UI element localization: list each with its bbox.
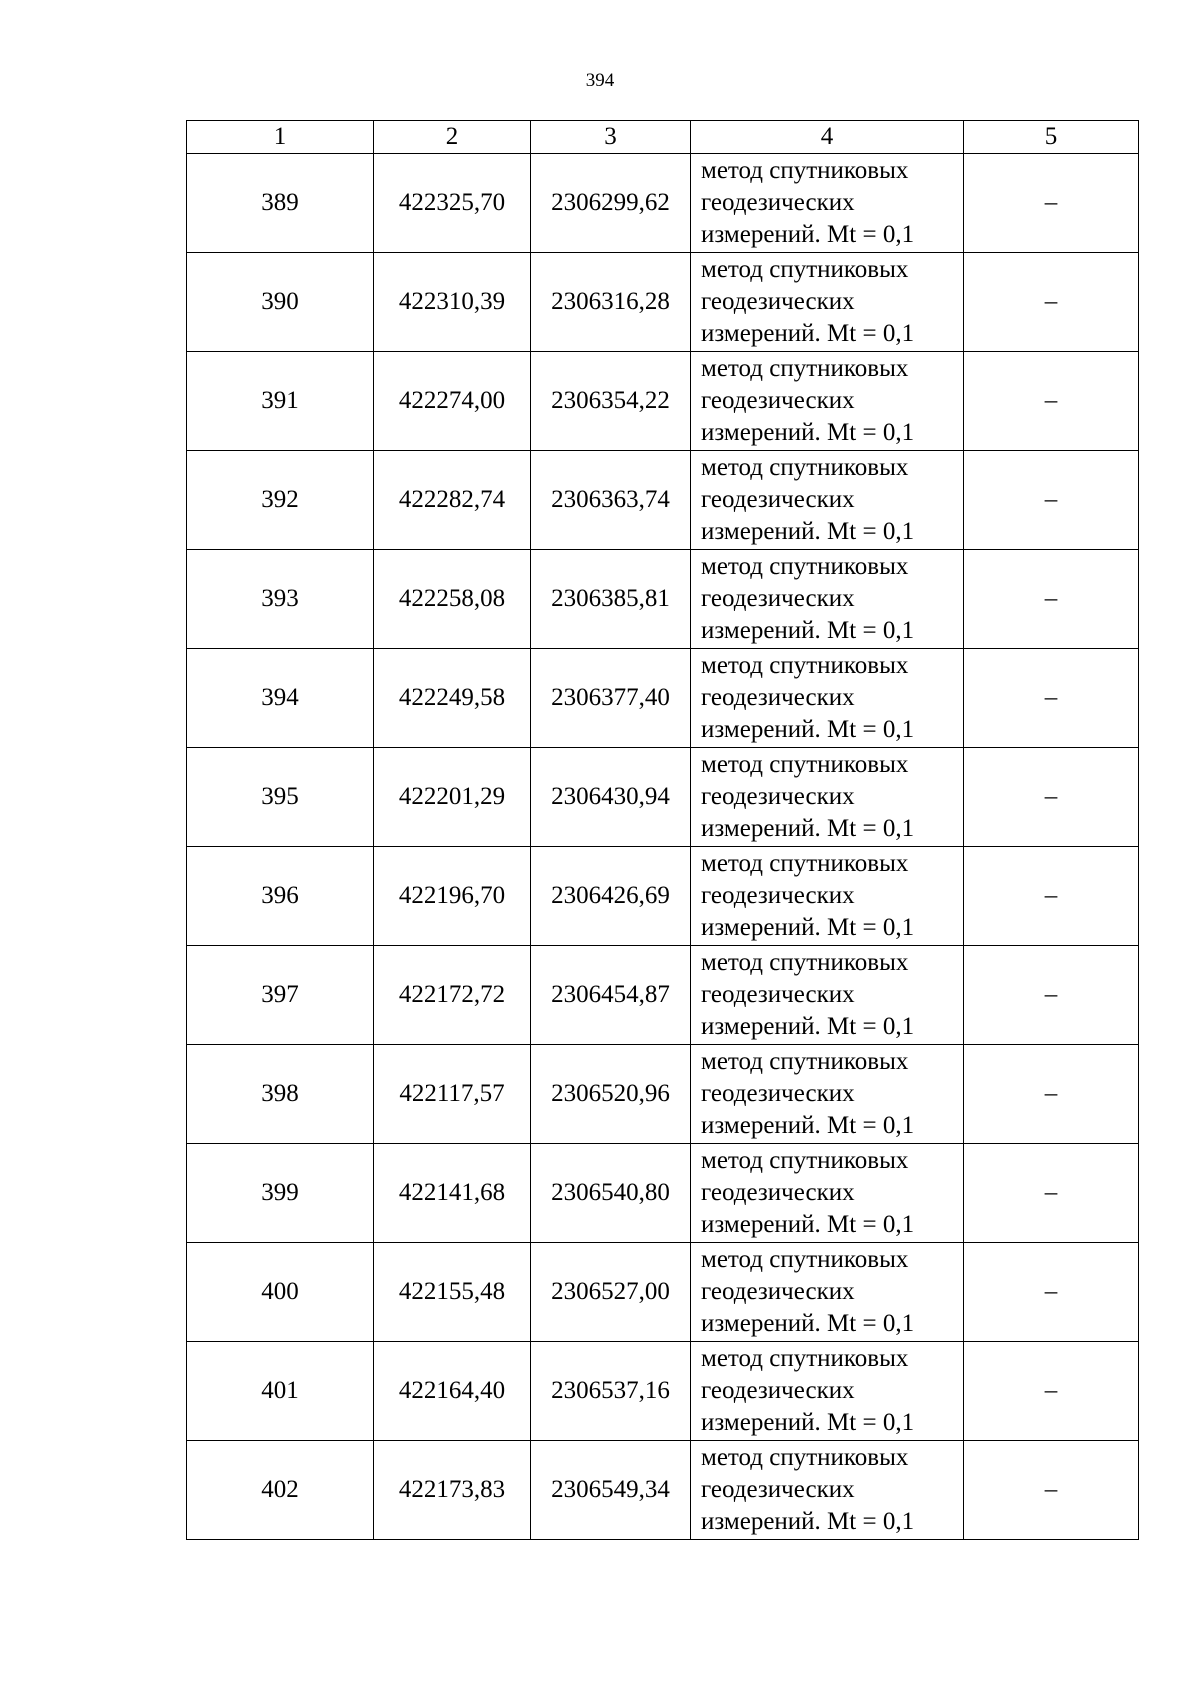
method-line: измерений. Mt = 0,1 — [701, 617, 915, 644]
note-cell: – — [964, 352, 1139, 451]
method-cell — [691, 748, 964, 847]
method-line: геодезических — [701, 486, 855, 513]
method-line: измерений. Mt = 0,1 — [701, 1211, 915, 1238]
point-number-cell: 391 — [187, 352, 374, 451]
method-line: метод спутниковых — [701, 1246, 909, 1273]
header-col-2: 2 — [374, 121, 531, 154]
point-number-cell: 399 — [187, 1144, 374, 1243]
method-cell — [691, 847, 964, 946]
y-coordinate-cell: 2306520,96 — [531, 1045, 691, 1144]
x-coordinate-cell: 422173,83 — [374, 1441, 531, 1540]
method-line: измерений. Mt = 0,1 — [701, 419, 915, 446]
method-line: метод спутниковых — [701, 256, 909, 283]
note-cell: – — [964, 847, 1139, 946]
method-cell — [691, 253, 964, 352]
method-cell — [691, 649, 964, 748]
y-coordinate-cell: 2306549,34 — [531, 1441, 691, 1540]
method-line: геодезических — [701, 1476, 855, 1503]
y-coordinate-cell: 2306430,94 — [531, 748, 691, 847]
x-coordinate-cell: 422274,00 — [374, 352, 531, 451]
method-line: измерений. Mt = 0,1 — [701, 1310, 915, 1337]
table-header — [187, 121, 1139, 154]
point-number-cell: 397 — [187, 946, 374, 1045]
x-coordinate-cell: 422201,29 — [374, 748, 531, 847]
method-line: измерений. Mt = 0,1 — [701, 320, 915, 347]
method-line: метод спутниковых — [701, 652, 909, 679]
x-coordinate-cell: 422155,48 — [374, 1243, 531, 1342]
table-row — [187, 1045, 1139, 1144]
y-coordinate-cell: 2306316,28 — [531, 253, 691, 352]
method-line: геодезических — [701, 981, 855, 1008]
note-cell: – — [964, 1045, 1139, 1144]
method-line: геодезических — [701, 1179, 855, 1206]
note-cell: – — [964, 946, 1139, 1045]
method-line: измерений. Mt = 0,1 — [701, 815, 915, 842]
note-cell: – — [964, 253, 1139, 352]
method-line: геодезических — [701, 1080, 855, 1107]
y-coordinate-cell: 2306385,81 — [531, 550, 691, 649]
method-line: геодезических — [701, 783, 855, 810]
method-line: метод спутниковых — [701, 157, 909, 184]
note-cell: – — [964, 649, 1139, 748]
method-line: метод спутниковых — [701, 1345, 909, 1372]
method-cell — [691, 1342, 964, 1441]
y-coordinate-cell: 2306426,69 — [531, 847, 691, 946]
method-line: геодезических — [701, 585, 855, 612]
header-col-5: 5 — [964, 121, 1139, 154]
note-cell: – — [964, 1441, 1139, 1540]
note-cell: – — [964, 451, 1139, 550]
method-line: метод спутниковых — [701, 1147, 909, 1174]
note-cell: – — [964, 1342, 1139, 1441]
x-coordinate-cell: 422310,39 — [374, 253, 531, 352]
method-cell — [691, 451, 964, 550]
method-line: измерений. Mt = 0,1 — [701, 716, 915, 743]
method-line: геодезических — [701, 387, 855, 414]
point-number-cell: 392 — [187, 451, 374, 550]
x-coordinate-cell: 422282,74 — [374, 451, 531, 550]
method-cell — [691, 1243, 964, 1342]
method-line: геодезических — [701, 684, 855, 711]
y-coordinate-cell: 2306354,22 — [531, 352, 691, 451]
method-line: метод спутниковых — [701, 1048, 909, 1075]
table-row — [187, 253, 1139, 352]
method-line: метод спутниковых — [701, 355, 909, 382]
method-line: метод спутниковых — [701, 1444, 909, 1471]
y-coordinate-cell: 2306454,87 — [531, 946, 691, 1045]
x-coordinate-cell: 422141,68 — [374, 1144, 531, 1243]
method-line: измерений. Mt = 0,1 — [701, 1013, 915, 1040]
table-row — [187, 946, 1139, 1045]
x-coordinate-cell: 422117,57 — [374, 1045, 531, 1144]
header-row — [187, 121, 1139, 154]
note-cell: – — [964, 748, 1139, 847]
y-coordinate-cell: 2306299,62 — [531, 154, 691, 253]
table-row — [187, 847, 1139, 946]
point-number-cell: 390 — [187, 253, 374, 352]
coordinates-table — [186, 120, 1139, 1540]
point-number-cell: 394 — [187, 649, 374, 748]
y-coordinate-cell: 2306377,40 — [531, 649, 691, 748]
table-row — [187, 1441, 1139, 1540]
x-coordinate-cell: 422249,58 — [374, 649, 531, 748]
method-cell — [691, 1144, 964, 1243]
point-number-cell: 396 — [187, 847, 374, 946]
x-coordinate-cell: 422164,40 — [374, 1342, 531, 1441]
method-line: геодезических — [701, 189, 855, 216]
method-cell — [691, 1441, 964, 1540]
y-coordinate-cell: 2306540,80 — [531, 1144, 691, 1243]
point-number-cell: 395 — [187, 748, 374, 847]
header-col-4: 4 — [691, 121, 964, 154]
point-number-cell: 400 — [187, 1243, 374, 1342]
method-cell — [691, 154, 964, 253]
table-row — [187, 451, 1139, 550]
note-cell: – — [964, 550, 1139, 649]
method-line: геодезических — [701, 1278, 855, 1305]
method-line: метод спутниковых — [701, 751, 909, 778]
note-cell: – — [964, 1243, 1139, 1342]
x-coordinate-cell: 422258,08 — [374, 550, 531, 649]
header-col-3: 3 — [531, 121, 691, 154]
x-coordinate-cell: 422196,70 — [374, 847, 531, 946]
page-number: 394 — [585, 70, 615, 91]
y-coordinate-cell: 2306527,00 — [531, 1243, 691, 1342]
method-line: измерений. Mt = 0,1 — [701, 1508, 915, 1535]
point-number-cell: 402 — [187, 1441, 374, 1540]
method-line: метод спутниковых — [701, 553, 909, 580]
point-number-cell: 401 — [187, 1342, 374, 1441]
point-number-cell: 389 — [187, 154, 374, 253]
method-line: метод спутниковых — [701, 949, 909, 976]
x-coordinate-cell: 422325,70 — [374, 154, 531, 253]
point-number-cell: 398 — [187, 1045, 374, 1144]
method-cell — [691, 1045, 964, 1144]
method-cell — [691, 550, 964, 649]
note-cell: – — [964, 1144, 1139, 1243]
method-line: измерений. Mt = 0,1 — [701, 1409, 915, 1436]
method-line: измерений. Mt = 0,1 — [701, 221, 915, 248]
method-line: измерений. Mt = 0,1 — [701, 518, 915, 545]
table-row — [187, 1243, 1139, 1342]
point-number-cell: 393 — [187, 550, 374, 649]
method-line: геодезических — [701, 288, 855, 315]
table-row — [187, 1144, 1139, 1243]
method-line: измерений. Mt = 0,1 — [701, 914, 915, 941]
method-cell — [691, 352, 964, 451]
method-line: геодезических — [701, 1377, 855, 1404]
x-coordinate-cell: 422172,72 — [374, 946, 531, 1045]
table-row — [187, 748, 1139, 847]
method-cell — [691, 946, 964, 1045]
note-cell: – — [964, 154, 1139, 253]
table-row — [187, 649, 1139, 748]
y-coordinate-cell: 2306537,16 — [531, 1342, 691, 1441]
table-row — [187, 352, 1139, 451]
header-col-1: 1 — [187, 121, 374, 154]
table-body — [187, 154, 1139, 1540]
table-row — [187, 154, 1139, 253]
method-line: измерений. Mt = 0,1 — [701, 1112, 915, 1139]
table-row — [187, 550, 1139, 649]
y-coordinate-cell: 2306363,74 — [531, 451, 691, 550]
table-row — [187, 1342, 1139, 1441]
method-line: метод спутниковых — [701, 454, 909, 481]
method-line: метод спутниковых — [701, 850, 909, 877]
method-line: геодезических — [701, 882, 855, 909]
